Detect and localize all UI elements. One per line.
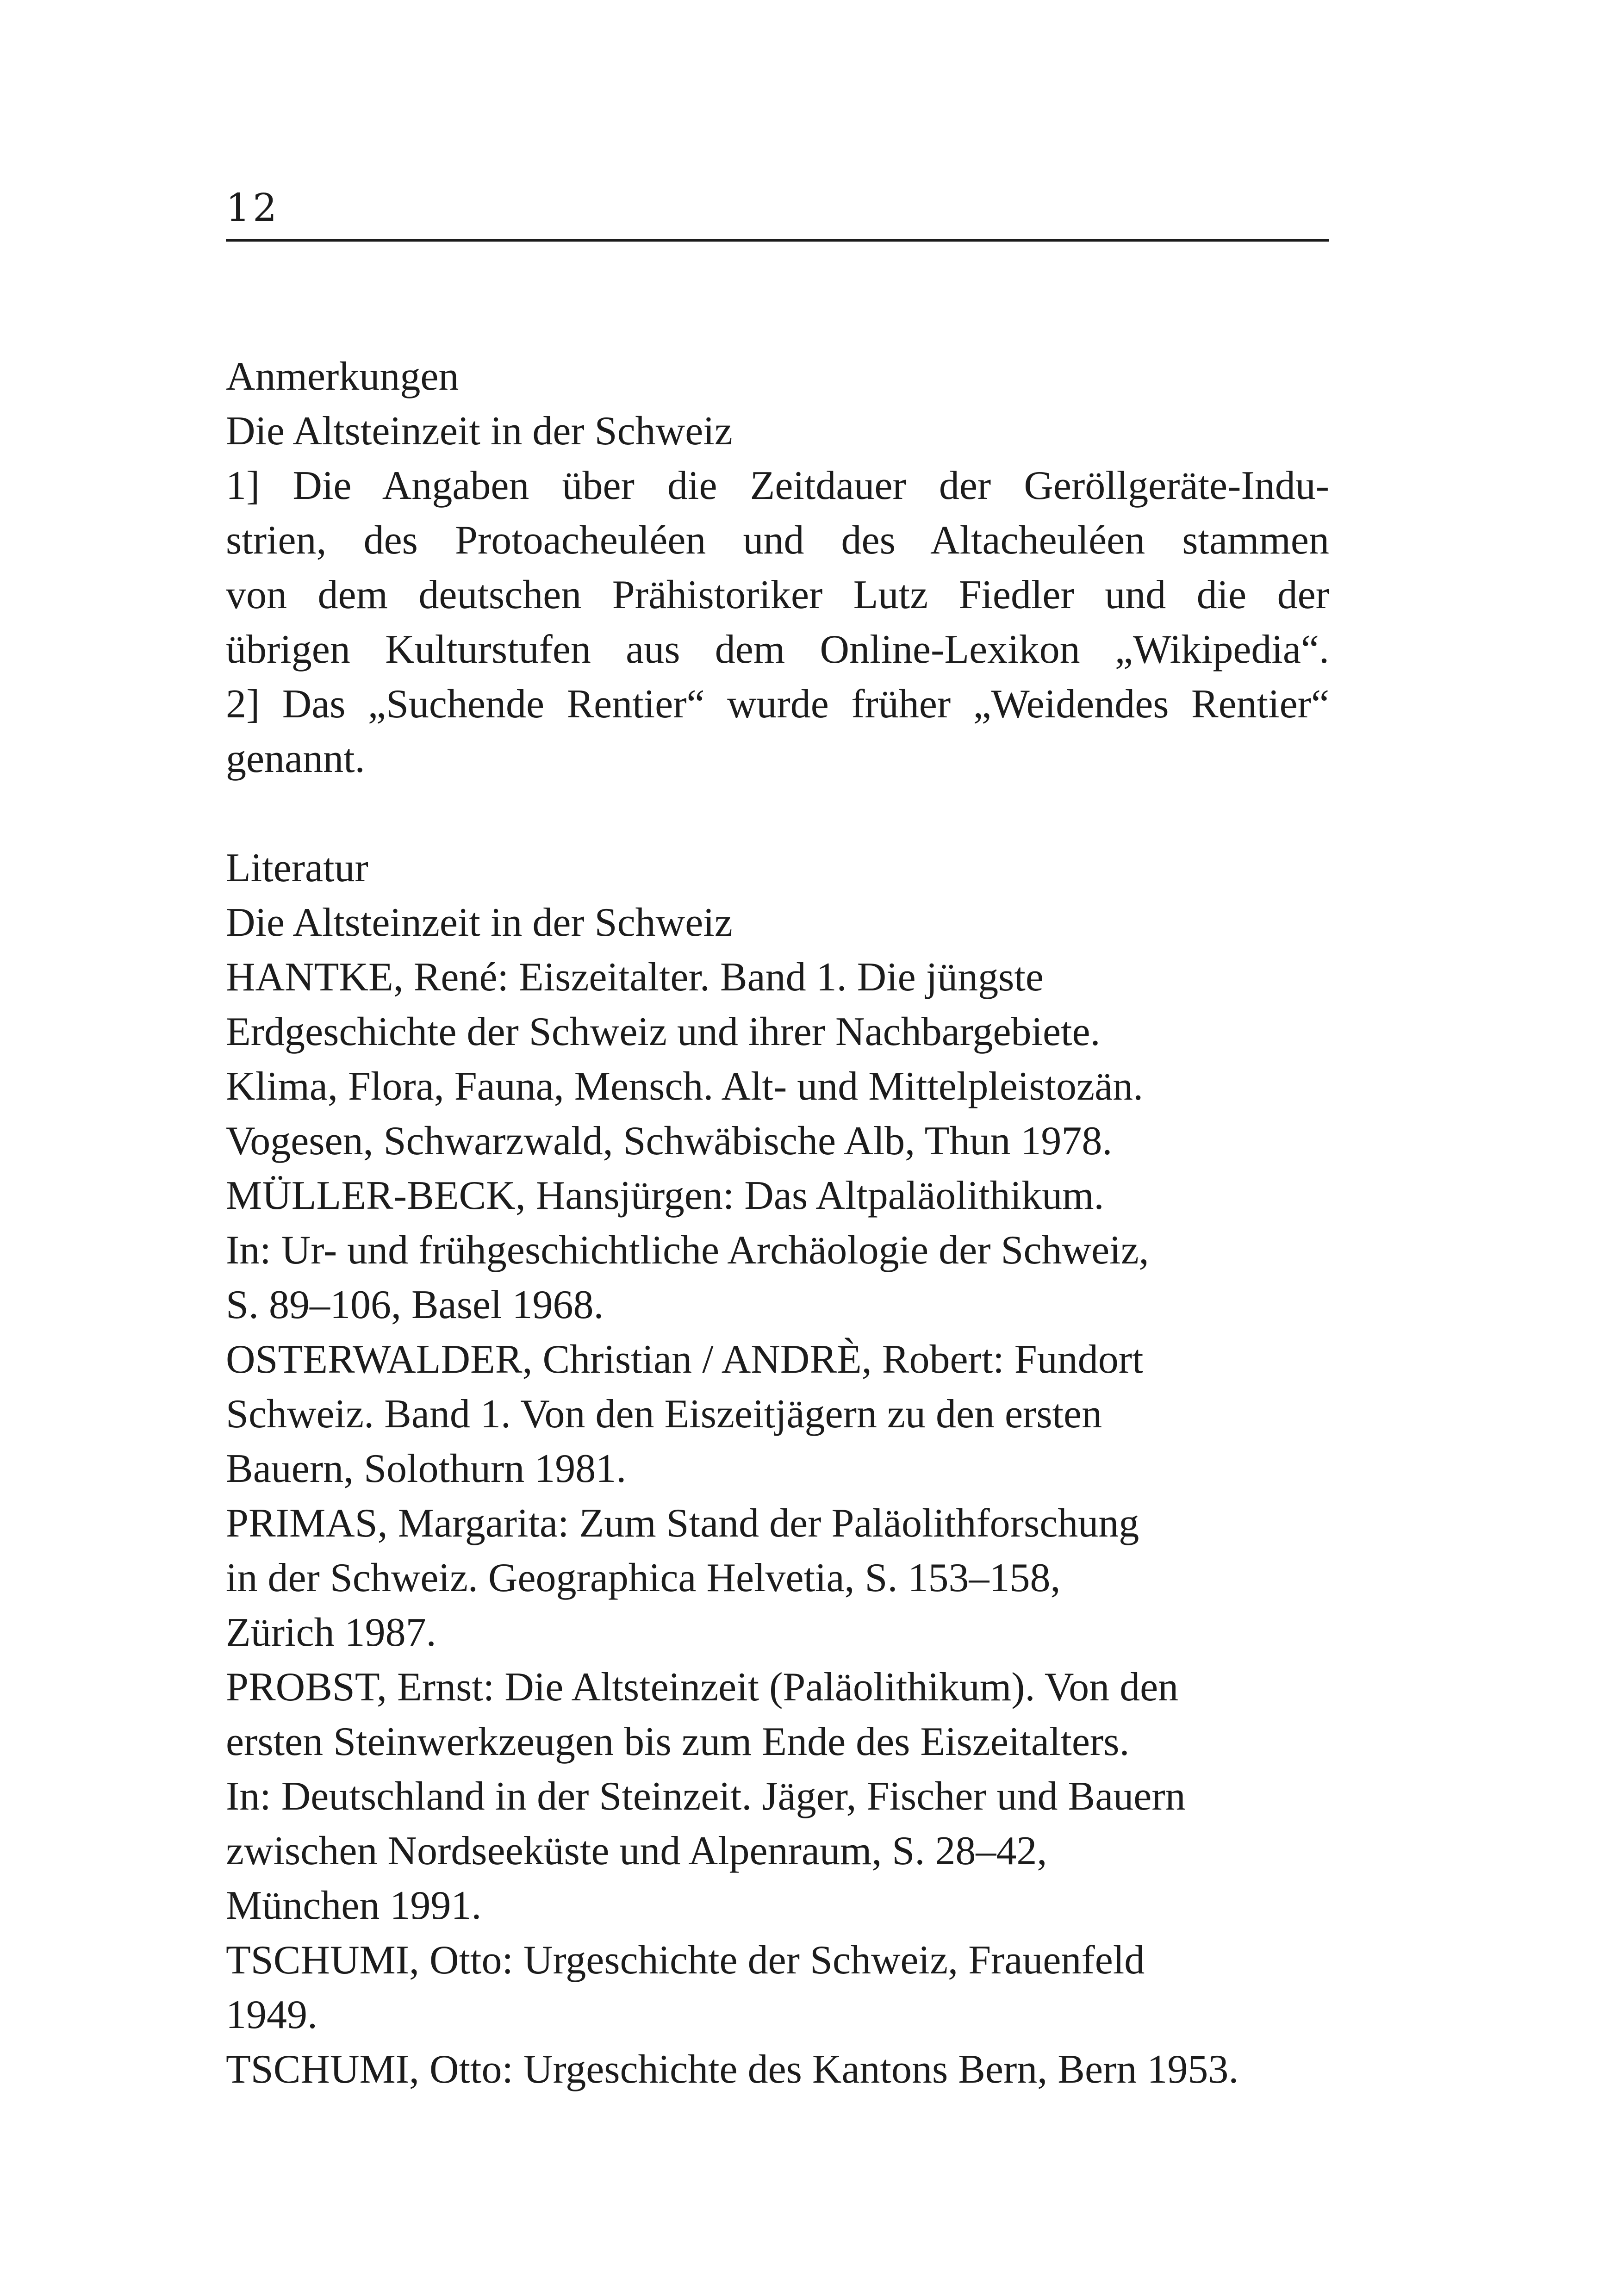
- literature-heading: Literatur: [226, 846, 368, 890]
- literature-line: MÜLLER-BECK, Hansjürgen: Das Altpaläolithikum.: [226, 1173, 1104, 1218]
- literature-line: Schweiz. Band 1. Von den Eiszeitjägern zu den ersten: [226, 1392, 1102, 1437]
- literature-line: TSCHUMI, Otto: Urgeschichte des Kantons Bern, Bern 1953.: [226, 2047, 1239, 2092]
- literature-line: PRIMAS, Margarita: Zum Stand der Paläolithforschung: [226, 1501, 1139, 1546]
- literature-line: Vogesen, Schwarzwald, Schwäbische Alb, Thun 1978.: [226, 1119, 1113, 1164]
- literature-line: München 1991.: [226, 1883, 482, 1928]
- literature-line: zwischen Nordseeküste und Alpenraum, S. 28–42,: [226, 1829, 1047, 1873]
- page-number: 12: [226, 186, 280, 230]
- literature-line: TSCHUMI, Otto: Urgeschichte der Schweiz, Frauenfeld: [226, 1938, 1145, 1983]
- literature-line: 1949.: [226, 1992, 317, 2037]
- notes-heading: Anmerkungen: [226, 354, 459, 399]
- header-rule: [226, 239, 1329, 242]
- literature-subheading: Die Altsteinzeit in der Schweiz: [226, 900, 733, 945]
- literature-line: Zürich 1987.: [226, 1610, 436, 1655]
- notes-line: übrigen Kulturstufen aus dem Online-Lexikon „Wikipedia“.: [226, 627, 1329, 672]
- literature-line: in der Schweiz. Geographica Helvetia, S. 153–158,: [226, 1556, 1061, 1600]
- literature-line: In: Ur- und frühgeschichtliche Archäologie der Schweiz,: [226, 1228, 1149, 1273]
- literature-line: S. 89–106, Basel 1968.: [226, 1282, 604, 1327]
- notes-subheading: Die Altsteinzeit in der Schweiz: [226, 409, 733, 454]
- literature-line: HANTKE, René: Eiszeitalter. Band 1. Die jüngste: [226, 955, 1044, 1000]
- literature-line: Bauern, Solothurn 1981.: [226, 1446, 627, 1491]
- literature-line: Erdgeschichte der Schweiz und ihrer Nachbargebiete.: [226, 1009, 1101, 1054]
- notes-line: genannt.: [226, 736, 365, 781]
- literature-line: In: Deutschland in der Steinzeit. Jäger, Fischer und Bauern: [226, 1774, 1186, 1819]
- literature-line: OSTERWALDER, Christian / ANDRÈ, Robert: Fundort: [226, 1337, 1144, 1382]
- section-gap: [226, 786, 1329, 841]
- page-body: [226, 349, 1329, 2097]
- notes-line: 2] Das „Suchende Rentier“ wurde früher „Weidendes Rentier“: [226, 682, 1329, 727]
- notes-line: 1] Die Angaben über die Zeitdauer der Geröllgeräte-Indu-: [226, 463, 1329, 508]
- notes-line: strien, des Protoacheuléen und des Altacheuléen stammen: [226, 518, 1329, 563]
- literature-line: Klima, Flora, Fauna, Mensch. Alt- und Mittelpleistozän.: [226, 1064, 1144, 1109]
- literature-line: ersten Steinwerkzeugen bis zum Ende des Eiszeitalters.: [226, 1719, 1130, 1764]
- notes-line: von dem deutschen Prähistoriker Lutz Fiedler und die der: [226, 572, 1329, 617]
- literature-section: [226, 841, 1329, 2097]
- notes-section: [226, 349, 1329, 786]
- literature-line: PROBST, Ernst: Die Altsteinzeit (Paläolithikum). Von den: [226, 1665, 1179, 1710]
